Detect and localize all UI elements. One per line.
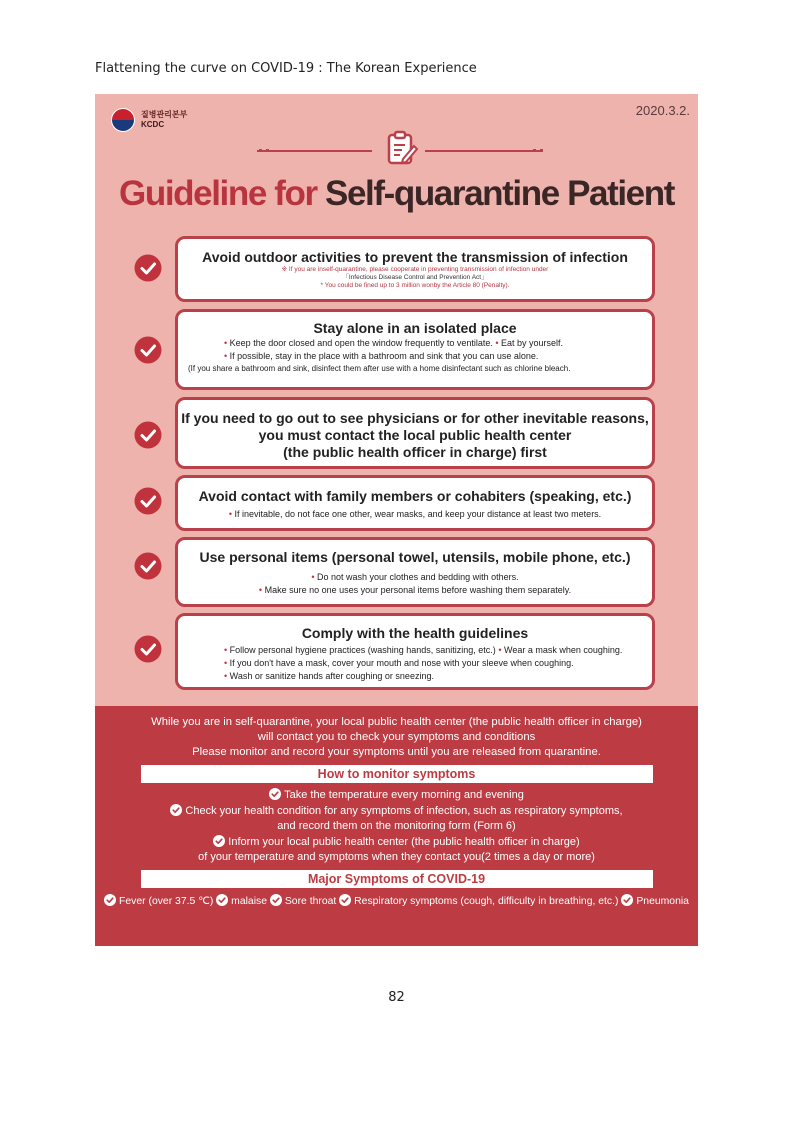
white-check-icon [269, 788, 281, 800]
monitor-list [95, 788, 698, 865]
logo-korean-text: 질병관리본부 [141, 110, 188, 119]
taegeuk-logo-icon [111, 108, 135, 132]
title-part-1: Guideline for [119, 174, 317, 213]
clipboard-pen-icon [383, 130, 419, 166]
guideline-card-health-guidelines [175, 613, 655, 690]
guideline-card-go-out [175, 397, 655, 469]
decorative-line [257, 150, 372, 152]
card-bullet: • Keep the door closed and open the window frequently to ventilate. • Eat by yourself. [224, 338, 564, 348]
card-line: you must contact the local public health center [258, 427, 572, 443]
decorative-line [425, 150, 543, 152]
card-title: Comply with the health guidelines [301, 625, 529, 641]
card-bullet: • Make sure no one uses your personal items before washing them separately. [258, 585, 572, 595]
symptoms-list [95, 894, 698, 909]
poster-title [95, 174, 698, 214]
card-note: ※ If you are inself-quarantine, please cooperate in preventing transmission of infection under [281, 266, 549, 273]
quarantine-guideline-poster [95, 94, 698, 946]
symptom-item: malaise [216, 896, 267, 907]
poster-top-section [95, 94, 698, 706]
check-circle-icon [134, 254, 162, 282]
title-part-2: Self-quarantine Patient [325, 174, 674, 213]
running-header: Flattening the curve on COVID-19 : The Korean Experience [95, 61, 477, 76]
card-title: Stay alone in an isolated place [313, 320, 517, 336]
card-bullet: • Do not wash your clothes and bedding with others. [311, 572, 519, 582]
card-title: Avoid contact with family members or cohabiters (speaking, etc.) [198, 488, 632, 504]
logo-english-text: KCDC [141, 120, 165, 129]
symptom-item: Pneumonia [621, 896, 689, 907]
decorative-dots [533, 149, 543, 155]
check-circle-icon [134, 552, 162, 580]
white-check-icon [216, 894, 228, 906]
symptom-item: Sore throat [270, 896, 336, 907]
guideline-card-family-contact [175, 475, 655, 531]
decorative-dots [259, 149, 269, 155]
page-number: 82 [388, 990, 405, 1005]
symptom-item: Fever (over 37.5 ℃) [104, 896, 213, 907]
check-circle-icon [134, 421, 162, 449]
white-check-icon [270, 894, 282, 906]
monitor-heading: How to monitor symptoms [141, 765, 653, 783]
intro-text: While you are in self-quarantine, your local public health center (the public health officer in charge) will contact you to check your symptoms and conditions Please monitor and record your symptoms until you are released from quarantine. [151, 716, 642, 758]
white-check-icon [104, 894, 116, 906]
card-bullet: • If possible, stay in the place with a bathroom and sink that you can use alone. [224, 351, 539, 361]
poster-date: 2020.3.2. [635, 103, 690, 118]
symptoms-heading: Major Symptoms of COVID-19 [141, 870, 653, 888]
card-title: Avoid outdoor activities to prevent the transmission of infection [202, 249, 628, 265]
monitor-item: Inform your local public health center (the public health officer in charge) of your temperature and symptoms when they contact you(2 times a day or more) [198, 836, 595, 863]
white-check-icon [170, 804, 182, 816]
card-note: * You could be fined up to 3 million wonby the Article 80 (Penalty). [320, 282, 510, 289]
kcdc-logo [111, 108, 187, 132]
card-bullet: • Follow personal hygiene practices (washing hands, sanitizing, etc.) • Wear a mask when coughing. [224, 645, 623, 655]
check-circle-icon [134, 487, 162, 515]
card-bullet: • If you don't have a mask, cover your mouth and nose with your sleeve when coughing. [224, 658, 574, 668]
check-circle-icon [134, 635, 162, 663]
card-title: Use personal items (personal towel, utensils, mobile phone, etc.) [199, 549, 631, 565]
card-line: (the public health officer in charge) first [283, 444, 547, 460]
card-bullet: • If inevitable, do not face one other, wear masks, and keep your distance at least two meters. [228, 509, 602, 519]
white-check-icon [621, 894, 633, 906]
guideline-card-personal-items [175, 537, 655, 607]
check-circle-icon [134, 336, 162, 364]
monitor-item: Check your health condition for any symptoms of infection, such as respiratory symptoms, and record them on the monitoring form (Form 6) [95, 804, 698, 834]
poster-monitoring-section [95, 706, 698, 946]
card-sub-note: (If you share a bathroom and sink, disinfect them after use with a home disinfectant such as chlorine bleach. [188, 364, 571, 373]
card-bullet: • Wash or sanitize hands after coughing or sneezing. [224, 671, 434, 681]
guideline-card-outdoor [175, 236, 655, 302]
white-check-icon [339, 894, 351, 906]
monitor-item: Take the temperature every morning and evening [95, 788, 698, 803]
card-note: 「Infectious Disease Control and Prevention Act」 [342, 274, 488, 281]
guideline-card-isolation [175, 309, 655, 390]
card-line: If you need to go out to see physicians or for other inevitable reasons, [181, 410, 649, 426]
white-check-icon [213, 835, 225, 847]
symptom-item: Respiratory symptoms (cough, difficulty in breathing, etc.) [339, 896, 618, 907]
